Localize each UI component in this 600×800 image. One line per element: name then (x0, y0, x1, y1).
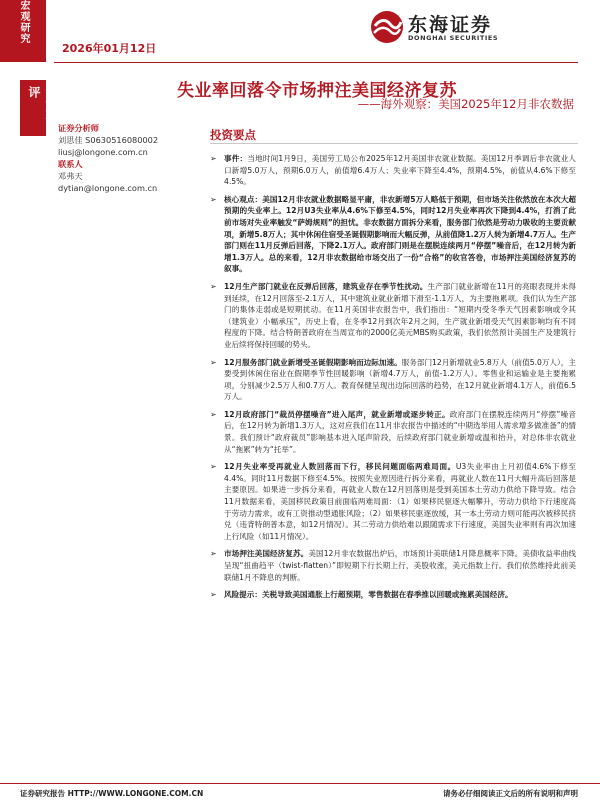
key-point-text: 政府部门在摆脱连续两月“停摆”噪音后，在12月转为新增1.3万人，这对应我们在11月非农报告中描述的“中期选举用人需求增多做准备”的情景。我们预计“政府裁员”影响基本进入尾声阶段，后续政府部门就业新增或温和抬升，对总体非农就业从“拖累”转为“托举”。 (224, 409, 576, 454)
bullet-arrow-icon: ➢ (210, 194, 217, 204)
key-point-lead: 12月服务部门就业新增受圣诞假期影响而边际加速。 (224, 357, 402, 367)
category-band (0, 0, 46, 62)
contact-email[interactable]: dytian@longone.com.cn (58, 183, 158, 193)
key-point (210, 153, 576, 188)
analyst-name: 刘思佳 S0630516080002 (58, 135, 159, 145)
section-title: 投资要点 (210, 128, 256, 142)
analyst-role: 证券分析师 (58, 123, 99, 133)
key-point (210, 281, 576, 351)
key-point-lead: 12月失业率受再就业人数回落而下行，移民问题面临两难局面。 (224, 462, 456, 472)
footer-website[interactable]: 证券研究报告 HTTP://WWW.LONGONE.COM.CN (20, 789, 204, 798)
key-point-lead: 风险提示：关税导致美国通胀上行超预期，零售数据在春季推以回暖或拖累美国经济。 (224, 590, 513, 600)
company-logo (354, 8, 574, 48)
key-point-text: 当地时间1月9日，美国劳工局公布2025年12月美国非农就业数据。美国12月季调后非农就业人口新增5.0万人，预期6.0万人，前值增6.4万人；失业率下降至4.4%，预期4.5%，前值从4.6%下修至4.5%。 (224, 154, 577, 187)
report-subtitle: ——海外观察：美国2025年12月非农数据 (357, 97, 574, 111)
bullet-arrow-icon: ➢ (210, 281, 217, 291)
key-points (210, 153, 576, 607)
key-point-text: U3失业率由上月初值4.6%下修至4.4%。同时11月数据下修至4.5%。按照失业原因进行拆分来看，再就业人数在11月大幅升高后回落是主要原因。如果进一步拆分来看，再就业人数在12月回落则是受到美国本土劳动力供给下降导致。结合11月数据来看，美国移民政策目前面临两难局面：（1）如果移民驱逐大幅攀升，劳动力供给下行速度高于劳动力需求，或有工资推动型通胀风险；（2）如果移民驱逐放缓，其一本土劳动力则可能再次被移民挤兑（违背特朗普本意，如12月情况）。其二劳动力供给难以跟随需求下行速度，美国失业率则有再次加速上行风险（如11月情况）。 (224, 462, 576, 541)
key-point (210, 589, 576, 601)
bullet-arrow-icon: ➢ (210, 357, 217, 367)
footer-divider (0, 783, 600, 784)
report-type-label: 宏观简评 (27, 86, 58, 128)
category-label: 宏观研究 (18, 0, 29, 44)
bullet-arrow-icon: ➢ (210, 549, 217, 559)
key-point-text: 生产部门就业新增在11月的亮眼表现并未得到延续，在12月回落至-2.1万人，其中建筑业就业新增下滑至-1.1万人，为主要拖累项。我们认为生产部门的集体走弱或是短期扰动。在11月美国非农报告中，我们指出：“短期内受冬季天气因素影响或令其（建筑业）小幅承压”，历史上看，在冬季12月到次年2月之间，生产就业新增受天气因素影响均有不同程度的下降。结合特朗普政府在当周宣布的2000亿美元MBS购买政策，我们依然预计美国生产及建筑行业后续将保持回暖的势头。 (224, 281, 576, 349)
report-type-tag (20, 80, 58, 136)
header-divider (54, 62, 578, 63)
key-point-lead: 12月政府部门“裁员停摆噪音”进入尾声，就业新增或逐步转正。 (224, 409, 450, 419)
footer-disclaimer: 请务必仔细阅读正文后的所有说明和声明 (443, 789, 578, 798)
key-point-lead: 市场押注美国经济复苏。 (224, 549, 309, 559)
key-point-lead: 核心观点：美国12月非农就业数据略显平庸，非农新增5万人略低于预期，但市场关注依然放在本次大超预期的失业率上。12月U3失业率从4.6%下修至4.5%，同时12月失业率再次下降到4.4%，打消了此前市场对失业率触发“萨姆规则”的担忧。非农数据方面拆分来看，服务部门依然是劳动力吸收的主要贡献项，新增5.8万人；其中休闲住宿受圣诞假期影响而大幅反弹，从前值降1.2万人转为新增4.7万人。生产部门则在11月反弹后回落，下降2.1万人。政府部门则是在摆脱连续两月“停摆”噪音后，在12月转为新增1.3万人。总的来看，12月非农数据给市场交出了一份“合格”的收官答卷，市场押注美国经济复苏的叙事。 (224, 194, 576, 274)
bullet-arrow-icon: ➢ (210, 590, 217, 600)
bullet-arrow-icon: ➢ (210, 409, 217, 419)
analyst-email[interactable]: liusj@longone.com.cn (58, 147, 148, 157)
logo-text-en: DONGHAI SECURITIES (408, 34, 499, 42)
key-point (210, 548, 576, 583)
key-point-text: 服务部门12月新增就业5.8万人（前值5.0万人），主要受到休闲住宿业在假期季节性回暖影响（新增4.7万人，前值-1.2万人）。零售业和运输业是主要拖累项，分别减少2.5万人和0.7万人。教育保健呈现出边际回落的趋势，在12月就业新增4.1万人，前值6.5万人。 (224, 357, 576, 402)
bullet-arrow-icon: ➢ (210, 154, 217, 163)
contact-name: 邓弗天 (58, 171, 83, 181)
author-sidebar (58, 122, 188, 194)
report-title: 失业率回落令市场押注美国经济复苏 (177, 81, 457, 101)
key-point-text: 美国12月非农数据出炉后，市场预计美联储1月降息概率下降。美债收益率曲线呈现“扭曲趋平（twist-flatten）”即短期下行长期上行，美股收涨，美元指数上行。我们依然维持此前美联储1月不降息的判断。 (224, 549, 576, 582)
logo-wave-icon (370, 10, 404, 44)
contact-role: 联系人 (58, 159, 83, 169)
key-point (210, 409, 576, 455)
key-point (210, 461, 576, 542)
section-divider (210, 143, 578, 144)
key-point (210, 194, 576, 275)
key-point (210, 357, 576, 403)
bullet-arrow-icon: ➢ (210, 462, 217, 472)
report-date: 2026年01月12日 (62, 42, 157, 55)
key-point-lead: 12月生产部门就业在反弹后回落，建筑业存在季节性扰动。 (224, 281, 428, 291)
key-point-lead: 事件： (224, 154, 248, 163)
logo-text-cn: 东海证券 (408, 14, 493, 36)
